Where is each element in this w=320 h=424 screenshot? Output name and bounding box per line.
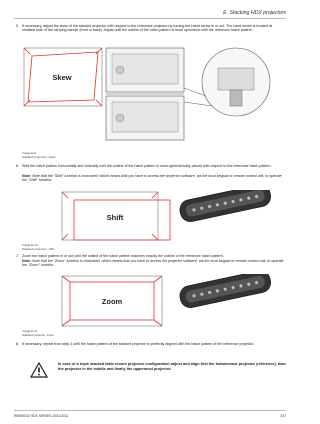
step-6-note-label: Note: <box>22 174 32 178</box>
step-8-text: If necessary, repeat from step 2 until the hatch pattern of the stacked projector is perfectly aligned with the hatch pattern of the reference projector. <box>22 342 255 346</box>
figure-3-caption <box>22 330 54 337</box>
warning-text: In case of a triple stacked table mount projector configuration adjust and align first the bottommost projector (reference), than the projector in the middle and finally the uppermost projector. <box>58 362 286 371</box>
stacked-projectors-drawing <box>106 48 184 140</box>
step-8-number: 8. <box>16 342 19 346</box>
shift-hatch-pattern <box>62 192 170 240</box>
shift-label: Shift <box>106 213 124 222</box>
figure-2-caption-number: Image E-10 <box>22 243 38 247</box>
step-6-text: Shift the hatch pattern horizontally and vertically until the outline of the hatch pattern is most symmetrically placed with respect to the reference hatch pattern. <box>22 164 272 168</box>
figure-2-caption-text: Stacked projectors, shift <box>22 246 55 251</box>
skew-figure <box>22 42 284 150</box>
figure-1-caption-text: Stacked projectors, skew <box>22 154 56 159</box>
figure-2-caption <box>22 244 54 251</box>
remote-control-icon <box>178 274 273 310</box>
step-6 <box>16 164 286 168</box>
step-5-text: If necessary, adjust the skew of the stacked projector with respect to the reference projector by turning the Hand screw in or out. The hand screw is located at smallest side of the carrying handle (front or back). Adjust until the outline of the hatch pattern is most symmetric with the reference hatch pattern. <box>22 24 272 33</box>
skew-label: Skew <box>52 73 72 82</box>
figure-1-caption <box>22 152 55 159</box>
step-7-text: Zoom the hatch pattern in or out until the outline of the hatch pattern matches exactly the outline of the reference hatch pattern. <box>22 254 224 258</box>
step-6-number: 6. <box>16 164 19 168</box>
step-5-number: 5. <box>16 24 19 28</box>
step-5 <box>16 24 286 33</box>
step-6-note <box>22 174 286 183</box>
zoom-hatch-pattern <box>62 276 162 326</box>
hand-screw-detail <box>184 48 270 116</box>
page-header-title: E. Stacking HDX projectors <box>223 10 286 16</box>
footer-page-number: 347 <box>280 414 286 418</box>
step-7-number: 7. <box>16 254 19 258</box>
footer-divider <box>14 410 286 411</box>
figure-3-caption-text: Stacked projector, zoom <box>22 332 55 337</box>
warning-icon <box>30 362 48 378</box>
footer-doc-id: R5905032 HDX SERIES 23/11/2011 <box>14 414 69 418</box>
step-7-note <box>22 259 286 268</box>
step-6-note-text: Note that the "Shift" function is motorized, which means that you have to access the projector software, via the local keypad or remote control unit, to operate the "Shift" function. <box>22 174 282 183</box>
step-7 <box>16 254 286 258</box>
skew-hatch-pattern <box>24 48 102 106</box>
zoom-label: Zoom <box>101 297 123 306</box>
figure-1-caption-number: Image E-9 <box>22 151 36 155</box>
step-7-note-label: Note: <box>22 259 32 263</box>
header-divider <box>14 18 286 19</box>
figure-3-caption-number: Image E-11 <box>22 329 38 333</box>
shift-figure <box>22 190 284 242</box>
step-7-note-text: Note that the "Zoom" function is motorized, which means that you have to access the projector software, via the local keypad or remote control unit, to operate the "Zoom" function. <box>22 259 284 268</box>
zoom-figure <box>22 274 284 328</box>
step-8 <box>16 342 286 346</box>
remote-control-icon <box>178 190 273 224</box>
